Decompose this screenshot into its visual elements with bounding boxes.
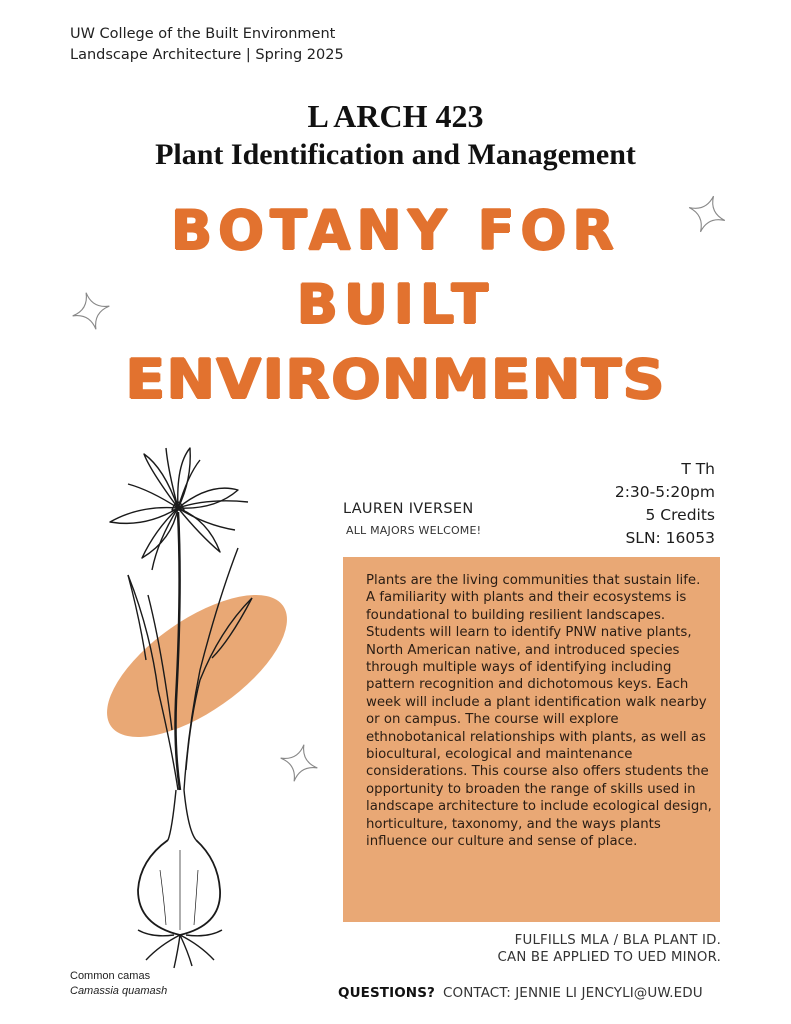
course-description: Plants are the living communities that sustain life. A familiarity with plants and their ecosystems is foundational to building resilient landscapes. Students will learn to identify PNW native plants, North American native, and introduced species through multiple ways of identifying including pattern recognition and dichotomous keys. Each week will include a plant identification walk nearby or on campus. The course will explore ethnobotanical relationships with plants, as well as biocultural, ecological and maintenance considerations. This course also offers students the opportunity to broaden the range of skills used in landscape architecture to include ecological design, horticulture, taxonomy, and the ways plants influence our culture and sense of place. bbox=[366, 573, 712, 850]
contact-info[interactable]: CONTACT: JENNIE LI JENCYLI@UW.EDU bbox=[442, 985, 703, 1001]
requirements bbox=[498, 932, 721, 966]
scientific-name: Camassia quamash bbox=[70, 985, 168, 997]
illustration-caption bbox=[70, 969, 167, 999]
header bbox=[70, 24, 344, 66]
class-time: 2:30-5:20pm bbox=[614, 483, 715, 501]
description-box bbox=[343, 557, 720, 922]
majors-welcome-note: ALL MAJORS WELCOME! bbox=[346, 524, 482, 537]
camas-plant-illustration bbox=[80, 430, 280, 970]
questions-label: QUESTIONS? bbox=[338, 985, 435, 1001]
credits: 5 Credits bbox=[645, 506, 715, 524]
sparkle-icon bbox=[686, 193, 728, 235]
college-name: UW College of the Built Environment bbox=[70, 26, 336, 42]
title-line-3: ENVIRONMENTS bbox=[125, 348, 666, 411]
contact-line bbox=[338, 984, 703, 1002]
sln: SLN: 16053 bbox=[625, 529, 715, 547]
sparkle-icon bbox=[278, 742, 320, 784]
minor-applicability: CAN BE APPLIED TO UED MINOR. bbox=[497, 950, 721, 965]
course-name: Plant Identification and Management bbox=[155, 138, 636, 171]
fulfills-requirement: FULFILLS MLA / BLA PLANT ID. bbox=[514, 933, 721, 948]
sparkle-icon bbox=[70, 290, 112, 332]
course-code: L ARCH 423 bbox=[307, 98, 484, 134]
title-line-2: BUILT bbox=[296, 273, 495, 336]
common-name: Common camas bbox=[70, 970, 151, 982]
program-term: Landscape Architecture | Spring 2025 bbox=[70, 47, 344, 63]
class-days: T Th bbox=[681, 460, 715, 478]
schedule-info bbox=[615, 458, 715, 550]
title-line-1: BOTANY FOR bbox=[171, 199, 620, 262]
instructor-name: LAUREN IVERSEN bbox=[343, 501, 474, 517]
